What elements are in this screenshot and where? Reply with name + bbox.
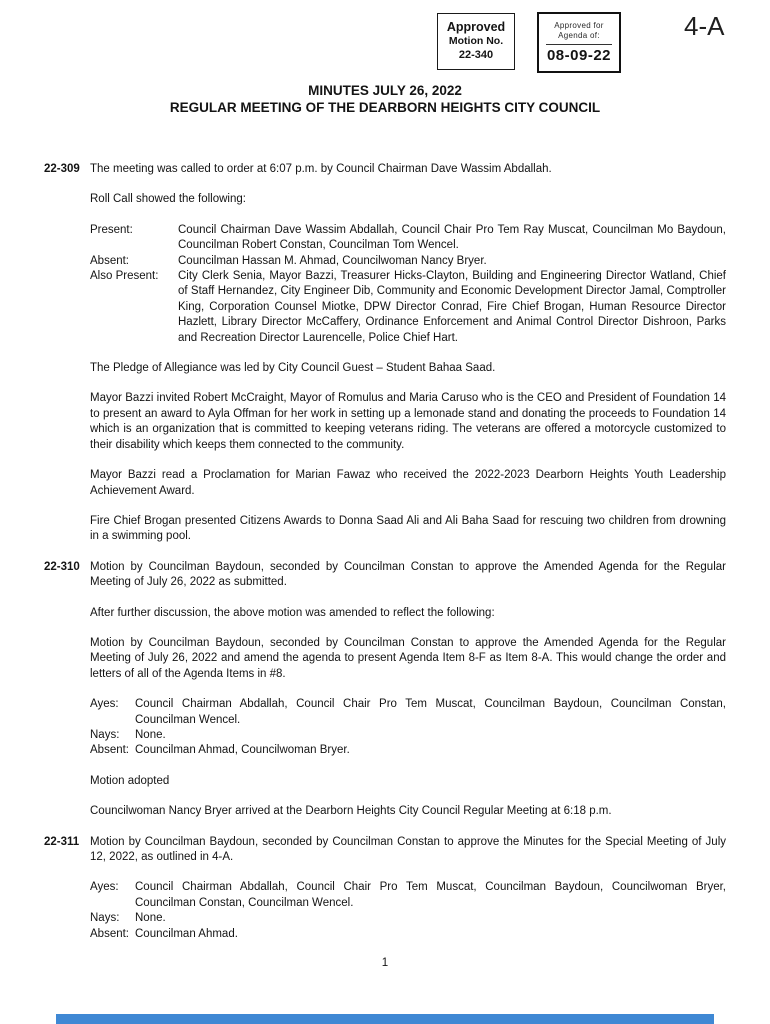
roll-call-label: Present: [90, 223, 133, 236]
item-body [90, 560, 726, 820]
stamp-agenda-date: 08-09-22 [546, 47, 612, 64]
stamp-agenda-label-line1: Approved for [554, 21, 604, 30]
roll-call-value: City Clerk Senia, Mayor Bazzi, Treasurer Hicks-Clayton, Building and Engineering Director Watland, Chief of Staff Hernandez, City Engineer Dib, Community and Economic Development Director Jamal, Comptroller King, Corporation Counsel Miotke, DPW Director Conrad, Fire Chief Brogan, Human Resource Director Hazlett, Library Director McCaffery, Ordinance Enforcement and Animal Control Director Dishroon, Parks and Recreation Director Laurencelle, Police Chief Hart. [178, 270, 726, 344]
vote-row-ayes [90, 697, 726, 728]
vote-value: Council Chairman Abdallah, Council Chair Pro Tem Muscat, Councilman Baydoun, Councilman Constan, Councilman Wencel. [135, 698, 726, 726]
stamp-divider-line [546, 44, 612, 45]
roll-call-label: Also Present: [90, 270, 159, 283]
vote-label: Absent: [90, 927, 129, 940]
item-number: 22-310 [44, 560, 80, 573]
paragraph-called-to-order: The meeting was called to order at 6:07 p.m. by Council Chairman Dave Wassim Abdallah. [90, 163, 552, 175]
vote-row-absent [90, 743, 726, 758]
vote-value: None. [135, 728, 166, 741]
vote-value: None. [135, 912, 166, 925]
paragraph-motion: Motion by Councilman Baydoun, seconded by Councilman Constan to approve the Minutes for the Special Meeting of July 12, 2022, as outlined in 4-A. [90, 835, 726, 863]
roll-call-row-also-present [90, 269, 726, 346]
agenda-item-corner-label: 4-A [684, 11, 725, 41]
vote-label: Ayes: [90, 698, 119, 711]
paragraph-arrival-note: Councilwoman Nancy Bryer arrived at the Dearborn Heights City Council Regular Meeting at 6:18 p.m. [90, 805, 612, 818]
vote-block [90, 697, 726, 759]
roll-call-value: Council Chairman Dave Wassim Abdallah, Council Chair Pro Tem Ray Muscat, Councilman Mo Baydoun, Councilman Robert Constan, Councilman Tom Wencel. [178, 223, 726, 252]
vote-block [90, 880, 726, 942]
vote-value: Council Chairman Abdallah, Council Chair Pro Tem Muscat, Councilman Baydoun, Councilwoman Bryer, Councilman Constan, Councilman Wencel. [135, 881, 726, 909]
stamp-motion-no-label: Motion No. [448, 35, 504, 47]
document-title-line1: MINUTES JULY 26, 2022 [308, 83, 462, 98]
vote-row-nays [90, 911, 726, 926]
vote-value: Councilman Ahmad, Councilwoman Bryer. [135, 744, 350, 757]
paragraph-motion: Motion by Councilman Baydoun, seconded by Councilman Constan to approve the Amended Agenda for the Regular Meeting of July 26, 2022 as submitted. [90, 560, 726, 589]
roll-call-label: Absent: [90, 254, 129, 267]
paragraph-proclamation: Mayor Bazzi read a Proclamation for Marian Fawaz who received the 2022-2023 Dearborn Heights Youth Leadership Achievement Award. [90, 469, 726, 497]
stamp-approved-text: Approved [446, 20, 506, 34]
item-body [90, 835, 726, 942]
roll-call-value: Councilman Hassan M. Ahmad, Councilwoman Nancy Bryer. [178, 254, 487, 267]
vote-label: Absent: [90, 744, 129, 757]
document-title [0, 82, 770, 116]
vote-label: Ayes: [90, 881, 119, 894]
document-title-line2: REGULAR MEETING OF THE DEARBORN HEIGHTS CITY COUNCIL [169, 100, 601, 115]
vote-label: Nays: [90, 728, 120, 741]
item-body [90, 162, 726, 545]
paragraph-citizens-awards: Fire Chief Brogan presented Citizens Awards to Donna Saad Ali and Ali Baha Saad for rescuing two children from drowning in a swimming pool. [90, 514, 726, 543]
vote-row-nays [90, 728, 726, 743]
minutes-item-22-311 [44, 835, 726, 942]
page-header [0, 0, 770, 78]
item-number: 22-311 [44, 835, 80, 848]
paragraph-pledge: The Pledge of Allegiance was led by City Council Guest – Student Bahaa Saad. [90, 362, 496, 375]
minutes-item-22-310 [44, 560, 726, 820]
minutes-item-22-309 [44, 162, 726, 545]
paragraph-amendment-note: After further discussion, the above motion was amended to reflect the following: [90, 606, 495, 619]
vote-row-absent [90, 927, 726, 942]
paragraph-award-presentation: Mayor Bazzi invited Robert McCraight, Mayor of Romulus and Maria Caruso who is the CEO and President of Foundation 14 to present an award to Ayla Offman for her work in setting up a lemonade stand and donating the proceeds to Foundation 14 which is an organization that is committed to keeping veterans riding. The veterans are offered a motorcycle customized to their disability which keeps them connected to the community. [90, 392, 726, 451]
approved-motion-stamp [437, 13, 515, 70]
roll-call-block [90, 223, 726, 346]
item-number: 22-309 [44, 163, 80, 175]
bottom-highlight-bar [56, 1014, 714, 1024]
paragraph-motion-adopted: Motion adopted [90, 774, 170, 787]
vote-value: Councilman Ahmad. [135, 927, 238, 940]
minutes-body [0, 116, 770, 942]
page-number: 1 [381, 957, 389, 969]
paragraph-roll-call-intro: Roll Call showed the following: [90, 193, 246, 206]
paragraph-amended-motion: Motion by Councilman Baydoun, seconded by Councilman Constan to approve the Amended Agenda for the Regular Meeting of July 26, 2022 and amend the agenda to present Agenda Item 8-F as Item 8-A. This would change the order and letters of all of the Agenda Items in #8. [90, 636, 726, 680]
vote-row-ayes [90, 880, 726, 911]
stamp-agenda-label-line2: Agenda of: [558, 30, 600, 40]
roll-call-row-present [90, 223, 726, 254]
roll-call-row-absent [90, 254, 726, 269]
stamp-motion-number: 22-340 [458, 49, 494, 61]
approved-agenda-stamp [537, 12, 621, 73]
vote-label: Nays: [90, 912, 120, 925]
